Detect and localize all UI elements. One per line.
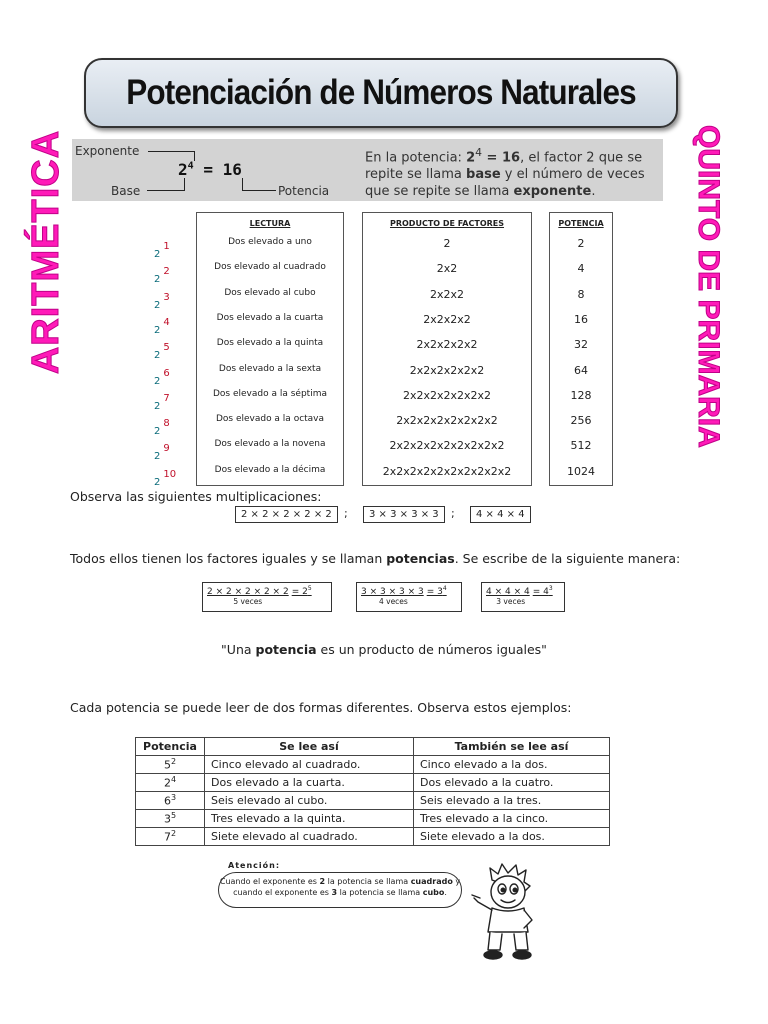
value-cell: 32 <box>574 338 588 352</box>
power-example-equation <box>361 585 461 597</box>
alt-reading-cell: Cinco elevado a la dos. <box>414 756 610 774</box>
reading-cell: Dos elevado a la cuarta <box>216 312 324 323</box>
power-base: 2 <box>154 324 161 336</box>
alt-reading-cell: Tres elevado a la cinco. <box>414 810 610 828</box>
value-cell: 128 <box>570 388 592 402</box>
powers-value-column <box>549 212 613 486</box>
power-base: 3 <box>163 812 171 826</box>
reading-cell: Dos elevado a la séptima <box>213 388 327 399</box>
reading-cell: Cinco elevado al cuadrado. <box>205 756 414 774</box>
power-base: 7 <box>163 830 171 844</box>
power-exponent: 4 <box>163 316 170 328</box>
quote: "Una potencia es un producto de números iguales" <box>221 642 547 657</box>
reading-cell: Tres elevado a la quinta. <box>205 810 414 828</box>
power-base: 2 <box>154 350 161 362</box>
power-base: 2 <box>154 426 161 438</box>
reading-table <box>135 737 610 846</box>
example-exponent: 3 <box>548 585 553 592</box>
power-exponent: 6 <box>163 367 170 379</box>
table-row <box>136 828 610 846</box>
power-notation <box>154 285 170 311</box>
power-notation <box>154 361 170 387</box>
example-rhs: = 3 <box>426 587 443 597</box>
formula-exponent: 4 <box>187 160 194 172</box>
product-cell: 2x2x2x2x2x2 <box>409 363 485 377</box>
reading-cell: Dos elevado a la cuarta. <box>205 774 414 792</box>
header-tambien: También se lee así <box>414 738 610 756</box>
reading-cell: Dos elevado a uno <box>228 237 312 247</box>
header-potencia: Potencia <box>136 738 205 756</box>
product-cell: 2x2x2x2x2x2x2x2x2 <box>389 439 505 453</box>
power-example-equation <box>207 585 331 597</box>
reading-cell: Dos elevado a la novena <box>214 439 326 450</box>
table-row <box>136 774 610 792</box>
table-row <box>136 756 610 774</box>
formula-base: 2 <box>178 160 188 179</box>
power-exponent: 2 <box>170 757 177 767</box>
table-row <box>136 792 610 810</box>
power-base: 2 <box>154 249 161 260</box>
power-example-equation <box>486 585 564 597</box>
power-base: 2 <box>154 476 161 488</box>
power-exponent: 3 <box>170 793 177 803</box>
power-notation <box>154 386 170 412</box>
powers-notation-column <box>148 212 188 486</box>
example-rhs: = 2 <box>291 587 308 597</box>
power-base: 6 <box>163 794 171 808</box>
power-base: 2 <box>163 776 171 790</box>
side-label-left: ARITMÉTICA <box>25 129 67 375</box>
header-product: PRODUCTO DE FACTORES <box>389 219 505 228</box>
product-cell: 2x2 <box>436 262 458 276</box>
power-cell <box>136 756 205 774</box>
product-cell: 2x2x2x2x2x2x2 <box>402 388 492 402</box>
reading-cell: Dos elevado a la sexta <box>218 363 322 374</box>
power-exponent: 7 <box>163 392 170 404</box>
power-exponent: 9 <box>163 443 170 455</box>
separator-2: ; <box>451 507 455 520</box>
product-cell: 2 <box>443 237 451 250</box>
reading-table-header <box>136 738 610 756</box>
power-exponent: 4 <box>170 775 177 785</box>
attention-bubble: Cuando el exponente es 2 la potencia se llama cuadrado y cuando el exponente es 3 la potencia se llama cubo. <box>218 872 462 908</box>
power-notation <box>154 259 170 286</box>
reading-cell: Siete elevado al cuadrado. <box>205 828 414 846</box>
power-cell <box>136 792 205 810</box>
power-exponent: 2 <box>170 829 177 839</box>
value-cell: 8 <box>577 287 585 301</box>
power-cell <box>136 828 205 846</box>
value-cell: 1024 <box>567 464 595 478</box>
product-cell: 2x2x2x2x2x2x2x2 <box>396 414 498 428</box>
product-cell: 2x2x2x2x2x2x2x2x2x2 <box>382 464 512 478</box>
base-pointer-line <box>147 190 185 191</box>
reading-cell: Dos elevado a la quinta <box>216 338 324 349</box>
product-cell: 2x2x2x2 <box>423 312 471 326</box>
separator-1: ; <box>344 507 348 520</box>
power-notation <box>154 234 170 260</box>
power-example-box <box>481 582 565 612</box>
multiplication-box-1: 2 × 2 × 2 × 2 × 2 <box>235 506 338 523</box>
header-se-lee: Se lee así <box>205 738 414 756</box>
power-base: 2 <box>154 400 161 412</box>
power-notation <box>154 436 170 463</box>
example-lhs: 2 × 2 × 2 × 2 × 2 <box>207 587 289 597</box>
reading-cell: Dos elevado a la octava <box>215 414 325 425</box>
power-notation <box>154 462 177 488</box>
multiplication-box-2: 3 × 3 × 3 × 3 <box>363 506 445 523</box>
example-count: 4 veces <box>378 597 408 606</box>
power-cell <box>136 774 205 792</box>
value-cell: 64 <box>574 363 588 377</box>
product-cell: 2x2x2 <box>429 287 464 301</box>
page-title: Potenciación de Números Naturales <box>126 73 636 112</box>
power-pointer-line <box>242 190 276 191</box>
example-exponent: 4 <box>442 585 447 592</box>
powers-product-column <box>362 212 532 486</box>
alt-reading-cell: Siete elevado a la dos. <box>414 828 610 846</box>
reading-cell: Dos elevado al cuadrado <box>214 262 326 273</box>
power-notation <box>154 310 170 336</box>
side-label-right: QUINTO DE PRIMARIA <box>692 125 725 448</box>
exponent-label: Exponente <box>75 144 140 158</box>
multiplication-box-3: 4 × 4 × 4 <box>470 506 531 523</box>
reading-table-body <box>136 756 610 846</box>
product-cell: 2x2x2x2x2 <box>416 338 478 352</box>
powers-reading-column <box>196 212 344 486</box>
observe-text: Observa las siguientes multiplicaciones: <box>70 489 322 504</box>
power-notation <box>154 335 170 362</box>
power-exponent: 10 <box>163 468 177 480</box>
power-base: 2 <box>154 451 161 463</box>
power-exponent: 8 <box>163 418 170 430</box>
definition-formula <box>178 160 242 179</box>
value-cell: 256 <box>570 414 592 428</box>
alt-reading-cell: Seis elevado a la tres. <box>414 792 610 810</box>
power-base: 2 <box>154 375 161 387</box>
base-label: Base <box>111 184 141 198</box>
example-exponent: 5 <box>307 585 312 592</box>
value-cell: 512 <box>570 439 592 453</box>
power-base: 2 <box>154 274 161 286</box>
power-example-box <box>356 582 462 612</box>
power-exponent: 5 <box>170 811 177 821</box>
power-example-box <box>202 582 332 612</box>
example-lhs: 4 × 4 × 4 <box>486 587 530 597</box>
attention-title: Atención: <box>228 861 281 870</box>
cartoon-boy-illustration <box>468 862 560 962</box>
power-exponent: 1 <box>163 241 170 252</box>
power-notation <box>154 411 170 438</box>
factors-text: Todos ellos tienen los factores iguales y se llaman potencias. Se escribe de la siguiente manera: <box>70 551 681 566</box>
value-cell: 16 <box>574 312 588 326</box>
power-cell <box>136 810 205 828</box>
table-row <box>136 810 610 828</box>
power-label: Potencia <box>278 184 330 198</box>
read-intro: Cada potencia se puede leer de dos formas diferentes. Observa estos ejemplos: <box>70 700 572 715</box>
title-banner <box>84 58 678 128</box>
example-lhs: 3 × 3 × 3 × 3 <box>361 587 424 597</box>
power-pointer-stem <box>242 178 243 190</box>
power-exponent: 3 <box>163 291 170 303</box>
power-exponent: 5 <box>163 342 170 354</box>
power-exponent: 2 <box>163 266 170 278</box>
value-cell: 4 <box>577 262 585 276</box>
reading-cell: Dos elevado al cubo <box>224 287 316 298</box>
power-base: 5 <box>163 758 171 772</box>
example-count: 3 veces <box>496 597 526 606</box>
power-base: 2 <box>154 299 161 311</box>
value-cell: 2 <box>577 237 585 250</box>
base-pointer-stem <box>184 178 185 190</box>
header-reading: LECTURA <box>249 219 291 228</box>
formula-result: = 16 <box>203 160 242 179</box>
example-count: 5 veces <box>233 597 263 606</box>
alt-reading-cell: Dos elevado a la cuatro. <box>414 774 610 792</box>
exponent-pointer-line <box>148 151 194 152</box>
definition-text: En la potencia: $2^4 = 16$, el factor 2 que se repite se llama base y el número de veces que se repite se llama exponente. <box>365 146 645 200</box>
example-rhs: = 4 <box>532 587 549 597</box>
reading-cell: Dos elevado a la décima <box>214 464 326 475</box>
header-value: POTENCIA <box>558 219 604 228</box>
reading-cell: Seis elevado al cubo. <box>205 792 414 810</box>
